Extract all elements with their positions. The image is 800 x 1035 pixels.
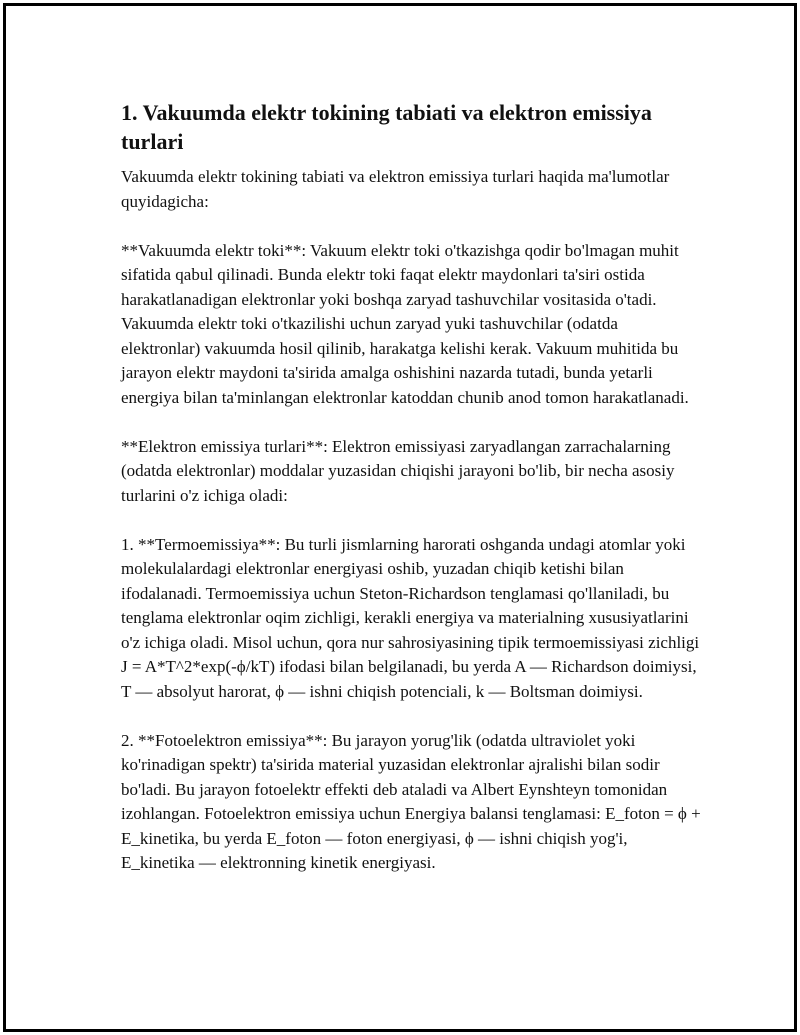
document-body [121, 98, 701, 900]
photoemission-paragraph: 2. **Fotoelektron emissiya**: Bu jarayon yorug'lik (odatda ultraviolet yoki ko'rinadigan spektr) ta'sirida material yuzasidan elektronlar ajralishi bilan sodir bo'ladi. Bu jarayon fotoelektr effekti deb ataladi va Albert Eynshteyn tomonidan izohlangan. Fotoelektron emissiya uchun Energiya balansi tenglamasi: E_foton = ϕ + E_kinetika, bu yerda E_foton — foton energiyasi, ϕ — ishni chiqish yog'i, E_kinetika — elektronning kinetik energiyasi. [121, 730, 701, 872]
intro-paragraph: Vakuumda elektr tokining tabiati va elektron emissiya turlari haqida ma'lumotlar quyidagicha: [121, 167, 670, 211]
emission-types-paragraph: **Elektron emissiya turlari**: Elektron emissiyasi zaryadlangan zarrachalarning (odatda elektronlar) moddalar yuzasidan chiqishi jarayoni bo'lib, bir necha asosiy turlarini o'z ichiga oladi: [121, 436, 675, 505]
vacuum-current-paragraph: **Vakuumda elektr toki**: Vakuum elektr toki o'tkazishga qodir bo'lmagan muhit sifatida qabul qilinadi. Bunda elektr toki faqat elektr maydonlari ta'siri ostida harakatlanadigan elektronlar yoki boshqa zaryad tashuvchilar vositasida o'tadi. Vakuumda elektr toki o'tkazilishi uchun zaryad yuki tashuvchilar (odatda elektronlar) vakuumda hosil qilinib, harakatga kelishi kerak. Vakuum muhitida bu jarayon elektr maydoni ta'sirida amalga oshishini nazarda tutadi, bunda yetarli energiya bilan ta'minlangan elektronlar katoddan chunib anod tomon harakatlanadi. [121, 240, 689, 407]
thermoemission-paragraph: 1. **Termoemissiya**: Bu turli jismlarning harorati oshganda undagi atomlar yoki molekulalardagi elektronlar energiyasi oshib, yuzadan chiqib ketishi bilan ifodalanadi. Termoemissiya uchun Steton-Richardson tenglamasi qo'llaniladi, bu tenglama elektronlar oqim zichligi, kerakli energiya va materialning xususiyatlarini o'z ichiga oladi. Misol uchun, qora nur sahrosiyasining tipik termoemissiyasi zichligi J = A*T^2*exp(-ϕ/kT) ifodasi bilan belgilanadi, bu yerda A — Richardson doimiysi, T — absolyut harorat, ϕ — ishni chiqish potenciali, k — Boltsman doimiysi. [121, 534, 700, 701]
section-heading: 1. Vakuumda elektr tokining tabiati va elektron emissiya turlari [121, 100, 652, 154]
page-frame [3, 3, 797, 1032]
